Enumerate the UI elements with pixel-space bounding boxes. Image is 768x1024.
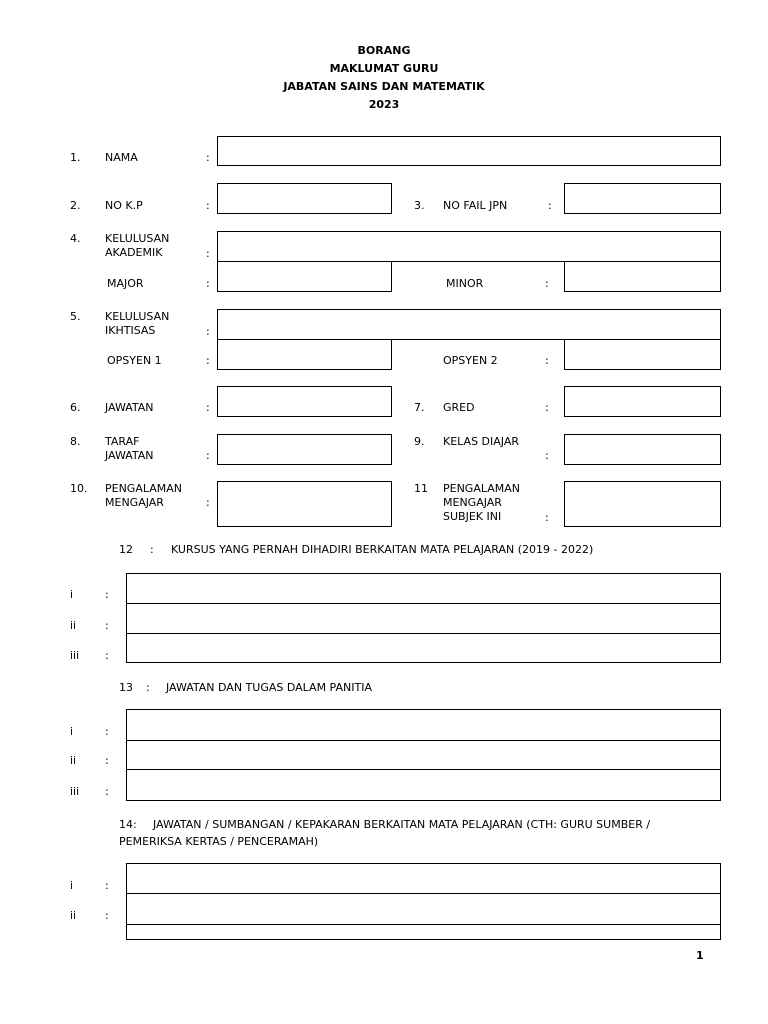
kursus-input-iii[interactable] (127, 634, 720, 662)
section-12-row-i-label: i (70, 588, 74, 601)
field-1-colon: : (206, 151, 210, 164)
opsyen-2-label: OPSYEN 2 (443, 354, 498, 367)
no-fail-jpn-input[interactable] (565, 184, 720, 213)
field-6-colon: : (206, 401, 210, 414)
section-13-table (126, 709, 721, 801)
field-5-number: 5. (70, 310, 81, 323)
field-8-colon: : (206, 449, 210, 462)
field-4-colon: : (206, 247, 210, 260)
field-3-number: 3. (414, 199, 425, 212)
opsyen-1-colon: : (206, 354, 210, 367)
panitia-input-i[interactable] (127, 710, 720, 740)
table-row[interactable] (127, 741, 720, 770)
opsyen-2-input[interactable] (565, 340, 720, 369)
section-13-row-iii-label: iii (70, 785, 80, 798)
field-9-label: KELAS DIAJAR (443, 435, 520, 448)
field-2-colon: : (206, 199, 210, 212)
field-4-number: 4. (70, 232, 81, 245)
field-11-label-line3: SUBJEK INI (443, 510, 502, 523)
jawatan-field[interactable] (217, 386, 392, 417)
field-11-label-line1: PENGALAMAN (443, 482, 521, 495)
section-13-row-ii-label: ii (70, 754, 77, 767)
field-10-label-line2: MENGAJAR (105, 496, 164, 509)
major-colon: : (206, 277, 210, 290)
section-12-row-ii-label: ii (70, 619, 77, 632)
section-13-row-i-label: i (70, 725, 74, 738)
field-9-number: 9. (414, 435, 425, 448)
field-5-label-line1: KELULUSAN (105, 310, 170, 323)
section-14-title-line1: JAWATAN / SUMBANGAN / KEPAKARAN BERKAITAN MATA PELAJARAN (CTH: GURU SUMBER / (153, 818, 651, 831)
section-13-row-ii-colon: : (105, 754, 109, 767)
field-7-number: 7. (414, 401, 425, 414)
pengalaman-subjek-input[interactable] (565, 482, 720, 526)
kelulusan-akademik-input[interactable] (218, 232, 720, 261)
sumbangan-input-ii[interactable] (127, 894, 720, 924)
form-subtitle: MAKLUMAT GURU (329, 62, 439, 75)
pengalaman-mengajar-input[interactable] (218, 482, 391, 526)
table-row[interactable] (127, 925, 720, 939)
opsyen-1-field[interactable] (217, 339, 392, 370)
section-12-row-iii-colon: : (105, 649, 109, 662)
section-14-row-i-colon: : (105, 879, 109, 892)
field-9-colon: : (545, 449, 549, 462)
section-13-row-iii-colon: : (105, 785, 109, 798)
field-11-colon: : (545, 511, 549, 524)
minor-colon: : (545, 277, 549, 290)
field-11-number: 11 (414, 482, 428, 495)
table-row[interactable] (127, 574, 720, 604)
field-10-colon: : (206, 496, 210, 509)
section-12-colon: : (150, 543, 154, 556)
section-14-row-ii-colon: : (105, 909, 109, 922)
section-14-row-ii-label: ii (70, 909, 77, 922)
no-fail-jpn-field[interactable] (564, 183, 721, 214)
field-10-number: 10. (70, 482, 88, 495)
no-kp-input[interactable] (218, 184, 391, 213)
field-3-colon: : (548, 199, 552, 212)
section-13-number: 13 (119, 681, 133, 694)
field-5-label-line2: IKHTISAS (105, 324, 156, 337)
major-field[interactable] (217, 261, 392, 292)
table-row[interactable] (127, 604, 720, 634)
field-2-number: 2. (70, 199, 81, 212)
table-row[interactable] (127, 710, 720, 741)
jawatan-input[interactable] (218, 387, 391, 416)
kelas-diajar-field[interactable] (564, 434, 721, 465)
kursus-input-i[interactable] (127, 574, 720, 603)
field-5-colon: : (206, 325, 210, 338)
kelulusan-akademik-field[interactable] (217, 231, 721, 262)
section-13-row-i-colon: : (105, 725, 109, 738)
section-12-row-ii-colon: : (105, 619, 109, 632)
field-4-label-line1: KELULUSAN (105, 232, 170, 245)
minor-field[interactable] (564, 261, 721, 292)
field-2-label: NO K.P (105, 199, 143, 212)
field-1-number: 1. (70, 151, 81, 164)
gred-field[interactable] (564, 386, 721, 417)
department-title: JABATAN SAINS DAN MATEMATIK (283, 80, 485, 93)
taraf-jawatan-input[interactable] (218, 435, 391, 464)
sumbangan-input-i[interactable] (127, 864, 720, 893)
kelas-diajar-input[interactable] (565, 435, 720, 464)
panitia-input-ii[interactable] (127, 741, 720, 769)
opsyen-2-colon: : (545, 354, 549, 367)
section-12-table (126, 573, 721, 663)
field-8-number: 8. (70, 435, 81, 448)
page-number: 1 (696, 949, 704, 962)
form-title: BORANG (357, 44, 411, 57)
section-12-title: KURSUS YANG PERNAH DIHADIRI BERKAITAN MATA PELAJARAN (2019 - 2022) (171, 543, 594, 556)
field-11-label-line2: MENGAJAR (443, 496, 502, 509)
section-12-row-iii-label: iii (70, 649, 80, 662)
no-kp-field[interactable] (217, 183, 392, 214)
field-8-label-line2: JAWATAN (105, 449, 154, 462)
opsyen-1-input[interactable] (218, 340, 391, 369)
panitia-input-iii[interactable] (127, 770, 720, 800)
major-input[interactable] (218, 262, 391, 291)
section-12-number: 12 (119, 543, 133, 556)
pengalaman-subjek-field[interactable] (564, 481, 721, 527)
field-7-colon: : (545, 401, 549, 414)
table-row[interactable] (127, 894, 720, 925)
taraf-jawatan-field[interactable] (217, 434, 392, 465)
field-3-label: NO FAIL JPN (443, 199, 508, 212)
section-13-title: JAWATAN DAN TUGAS DALAM PANITIA (166, 681, 372, 694)
section-14-row-i-label: i (70, 879, 74, 892)
kelulusan-ikhtisas-field[interactable] (217, 309, 721, 340)
table-row[interactable] (127, 634, 720, 662)
kelulusan-ikhtisas-input[interactable] (218, 310, 720, 339)
kursus-input-ii[interactable] (127, 604, 720, 633)
opsyen-2-field[interactable] (564, 339, 721, 370)
section-12-row-i-colon: : (105, 588, 109, 601)
nama-field[interactable] (217, 136, 721, 166)
section-14-title-line2: PEMERIKSA KERTAS / PENCERAMAH) (119, 835, 319, 848)
field-7-label: GRED (443, 401, 475, 414)
major-label: MAJOR (107, 277, 144, 290)
field-6-label: JAWATAN (105, 401, 154, 414)
field-10-label-line1: PENGALAMAN (105, 482, 183, 495)
table-row[interactable] (127, 770, 720, 800)
section-14-number: 14: (119, 818, 137, 831)
minor-input[interactable] (565, 262, 720, 291)
pengalaman-mengajar-field[interactable] (217, 481, 392, 527)
field-1-label: NAMA (105, 151, 138, 164)
section-14-table (126, 863, 721, 940)
section-13-colon: : (146, 681, 150, 694)
field-8-label-line1: TARAF (105, 435, 140, 448)
minor-label: MINOR (446, 277, 484, 290)
opsyen-1-label: OPSYEN 1 (107, 354, 162, 367)
nama-input[interactable] (218, 137, 720, 165)
field-6-number: 6. (70, 401, 81, 414)
sumbangan-input-iii[interactable] (127, 925, 720, 939)
table-row[interactable] (127, 864, 720, 894)
gred-input[interactable] (565, 387, 720, 416)
year-title: 2023 (368, 98, 400, 111)
field-4-label-line2: AKADEMIK (105, 246, 163, 259)
